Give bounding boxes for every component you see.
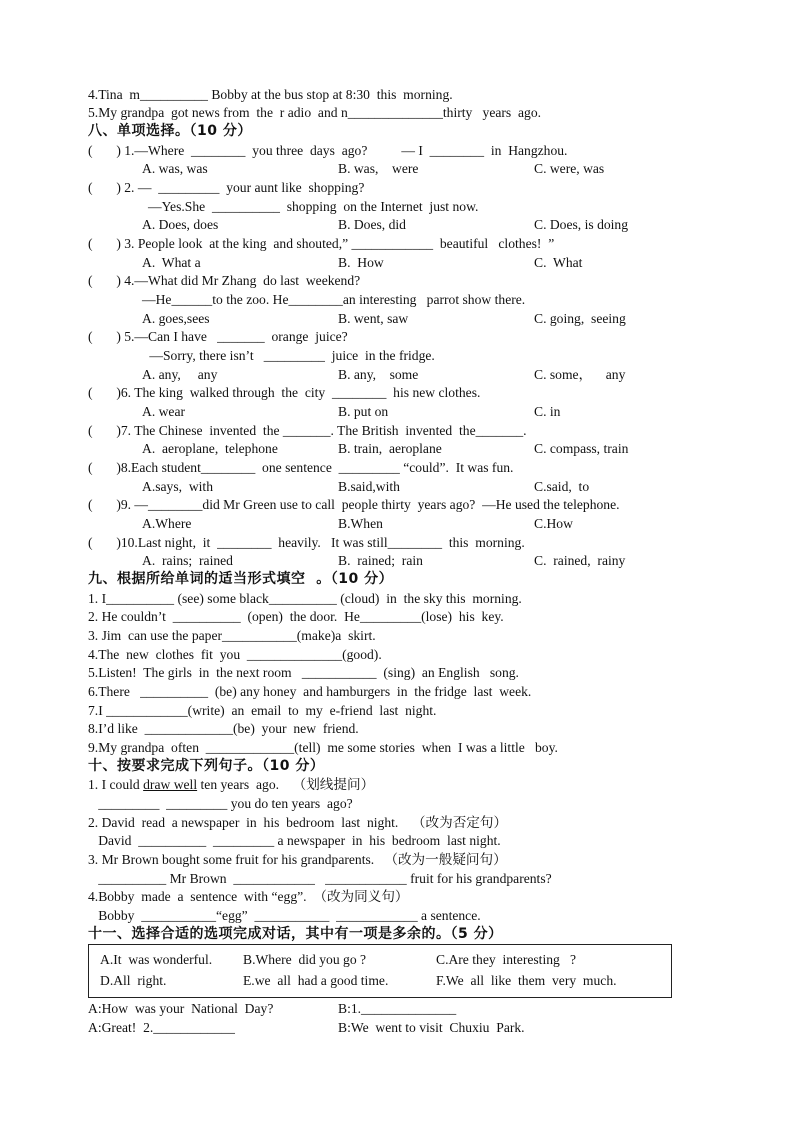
q5-option-b: B. any, some [338,367,419,382]
s9-line-6: 6.There __________ (be) any honey and hamburgers in the fridge last week. [88,684,532,699]
s9-line-1: 1. I__________ (see) some black__________ (cloud) in the sky this morning. [88,591,522,606]
q6-option-a: A. wear [142,404,186,419]
q6-option-c: C. in [534,404,561,419]
q4-option-c: C. going, seeing [534,311,626,326]
option-e: E.we all had a good time. [243,973,389,988]
dialogue-1-b: B:1.______________ [338,1001,457,1016]
section-9-heading: 九、根据所给单词的适当形式填空 。（10 分） [88,571,394,587]
q3-option-a: A. What a [142,255,201,270]
q5-option-c: C. some， any [534,367,626,382]
dialogue-2-a: A:Great! 2.____________ [88,1020,235,1035]
s9-line-2: 2. He couldn’t __________ (open) the door. He_________(lose) his key. [88,609,504,624]
s10-line-4: 3. Mr Brown bought some fruit for his grandparents. （改为一般疑问句） [88,852,507,867]
option-c: C.Are they interesting ? [436,952,577,967]
s9-line-5: 5.Listen! The girls in the next room ___________ (sing) an English song. [88,665,519,680]
q10-option-b: B. rained; rain [338,553,423,568]
q8-option-c: C.said, to [534,479,590,494]
section-11-heading: 十一、选择合适的选项完成对话，其中有一项是多余的。（5 分） [88,926,503,942]
q5-stem: ( ) 5.—Can I have _______ orange juice? [88,329,348,344]
q7-option-c: C. compass, train [534,441,629,456]
q1-option-b: B. was, were [338,161,419,176]
q2-option-b: B. Does, did [338,217,406,232]
q9-stem: ( )9. —________did Mr Green use to call people thirty years ago? —He used the telephone. [88,497,620,512]
s10-line-1: _________ _________ you do ten years ago? [88,796,353,811]
s10-line-5: __________ Mr Brown ____________ ____________ fruit for his grandparents? [88,871,552,886]
s10-line-3: David __________ _________ a newspaper in his bedroom last night. [88,833,501,848]
s10-q1 [88,776,374,794]
q3-option-c: C. What [534,255,583,270]
q9-option-a: A.Where [142,516,192,531]
s9-line-3: 3. Jim can use the paper___________(make)a skirt. [88,628,376,643]
q5-stem-2: —Sorry, there isn’t _________ juice in the fridge. [146,348,435,363]
q3-stem: ( ) 3. People look at the king and shouted,” ____________ beautiful clothes! ” [88,236,555,251]
s7-item-4: 4.Tina m__________ Bobby at the bus stop at 8:30 this morning. [88,87,453,102]
s7-item-5: 5.My grandpa got news from the r adio and n______________thirty years ago. [88,105,542,120]
s10-line-7: Bobby ___________“egg” ___________ ____________ a sentence. [88,908,481,923]
dialogue-1-a: A:How was your National Day? [88,1001,274,1016]
q3-option-b: B. How [338,255,384,270]
q6-option-b: B. put on [338,404,389,419]
q10-option-c: C. rained, rainy [534,553,626,568]
s9-line-7: 7.I ____________(write) an email to my e-friend last night. [88,703,437,718]
section-10-heading: 十、按要求完成下列句子。（10 分） [88,758,325,774]
s10-q1-pre: 1. I could [88,777,144,792]
q8-stem: ( )8.Each student________ one sentence _________ “could”. It was fun. [88,460,514,475]
q4-option-a: A. goes,sees [142,311,210,326]
q7-option-b: B. train, aeroplane [338,441,442,456]
option-a: A.It was wonderful. [100,952,213,967]
q9-option-c: C.How [534,516,573,531]
q4-stem-2: —He______to the zoo. He________an interesting parrot show there. [142,292,526,307]
q2-option-a: A. Does, does [142,217,219,232]
dialogue-2-b: B:We went to visit Chuxiu Park. [338,1020,525,1035]
q1-option-c: C. were, was [534,161,605,176]
section-8-heading: 八、单项选择。（10 分） [88,123,252,139]
q9-option-b: B.When [338,516,383,531]
q6-stem: ( )6. The king walked through the city ________ his new clothes. [88,385,481,400]
s9-line-4: 4.The new clothes fit you ______________(good). [88,647,382,662]
q7-option-a: A. aeroplane, telephone [142,441,278,456]
option-b: B.Where did you go ? [243,952,367,967]
option-d: D.All right. [100,973,167,988]
s10-line-2: 2. David read a newspaper in his bedroom last night. （改为否定句） [88,815,508,830]
s9-line-8: 8.I’d like _____________(be) your new friend. [88,721,359,736]
option-f: F.We all like them very much. [436,973,617,988]
q7-stem: ( )7. The Chinese invented the _______. The British invented the_______. [88,423,527,438]
q2-stem: ( ) 2. — _________ your aunt like shopping? [88,180,365,195]
q2-stem-2: —Yes.She __________ shopping on the Internet just now. [148,199,479,214]
q5-option-a: A. any, any [142,367,218,382]
q2-option-c: C. Does, is doing [534,217,629,232]
s10-q1-post: ten years ago. （划线提问） [197,777,375,792]
q1-stem: ( ) 1.—Where ________ you three days ago? — I ________ in Hangzhou. [88,143,568,158]
q1-option-a: A. was, was [142,161,208,176]
q8-option-b: B.said,with [338,479,400,494]
q10-option-a: A. rains; rained [142,553,233,568]
q4-option-b: B. went, saw [338,311,409,326]
s10-q1-underlined: draw well [143,777,198,792]
s9-line-9: 9.My grandpa often _____________(tell) me some stories when I was a little boy. [88,740,558,755]
q10-stem: ( )10.Last night, it ________ heavily. It was still________ this morning. [88,535,525,550]
q4-stem: ( ) 4.—What did Mr Zhang do last weekend? [88,273,361,288]
q8-option-a: A.says, with [142,479,213,494]
s10-line-6: 4.Bobby made a sentence with “egg”. （改为同义句） [88,889,409,904]
